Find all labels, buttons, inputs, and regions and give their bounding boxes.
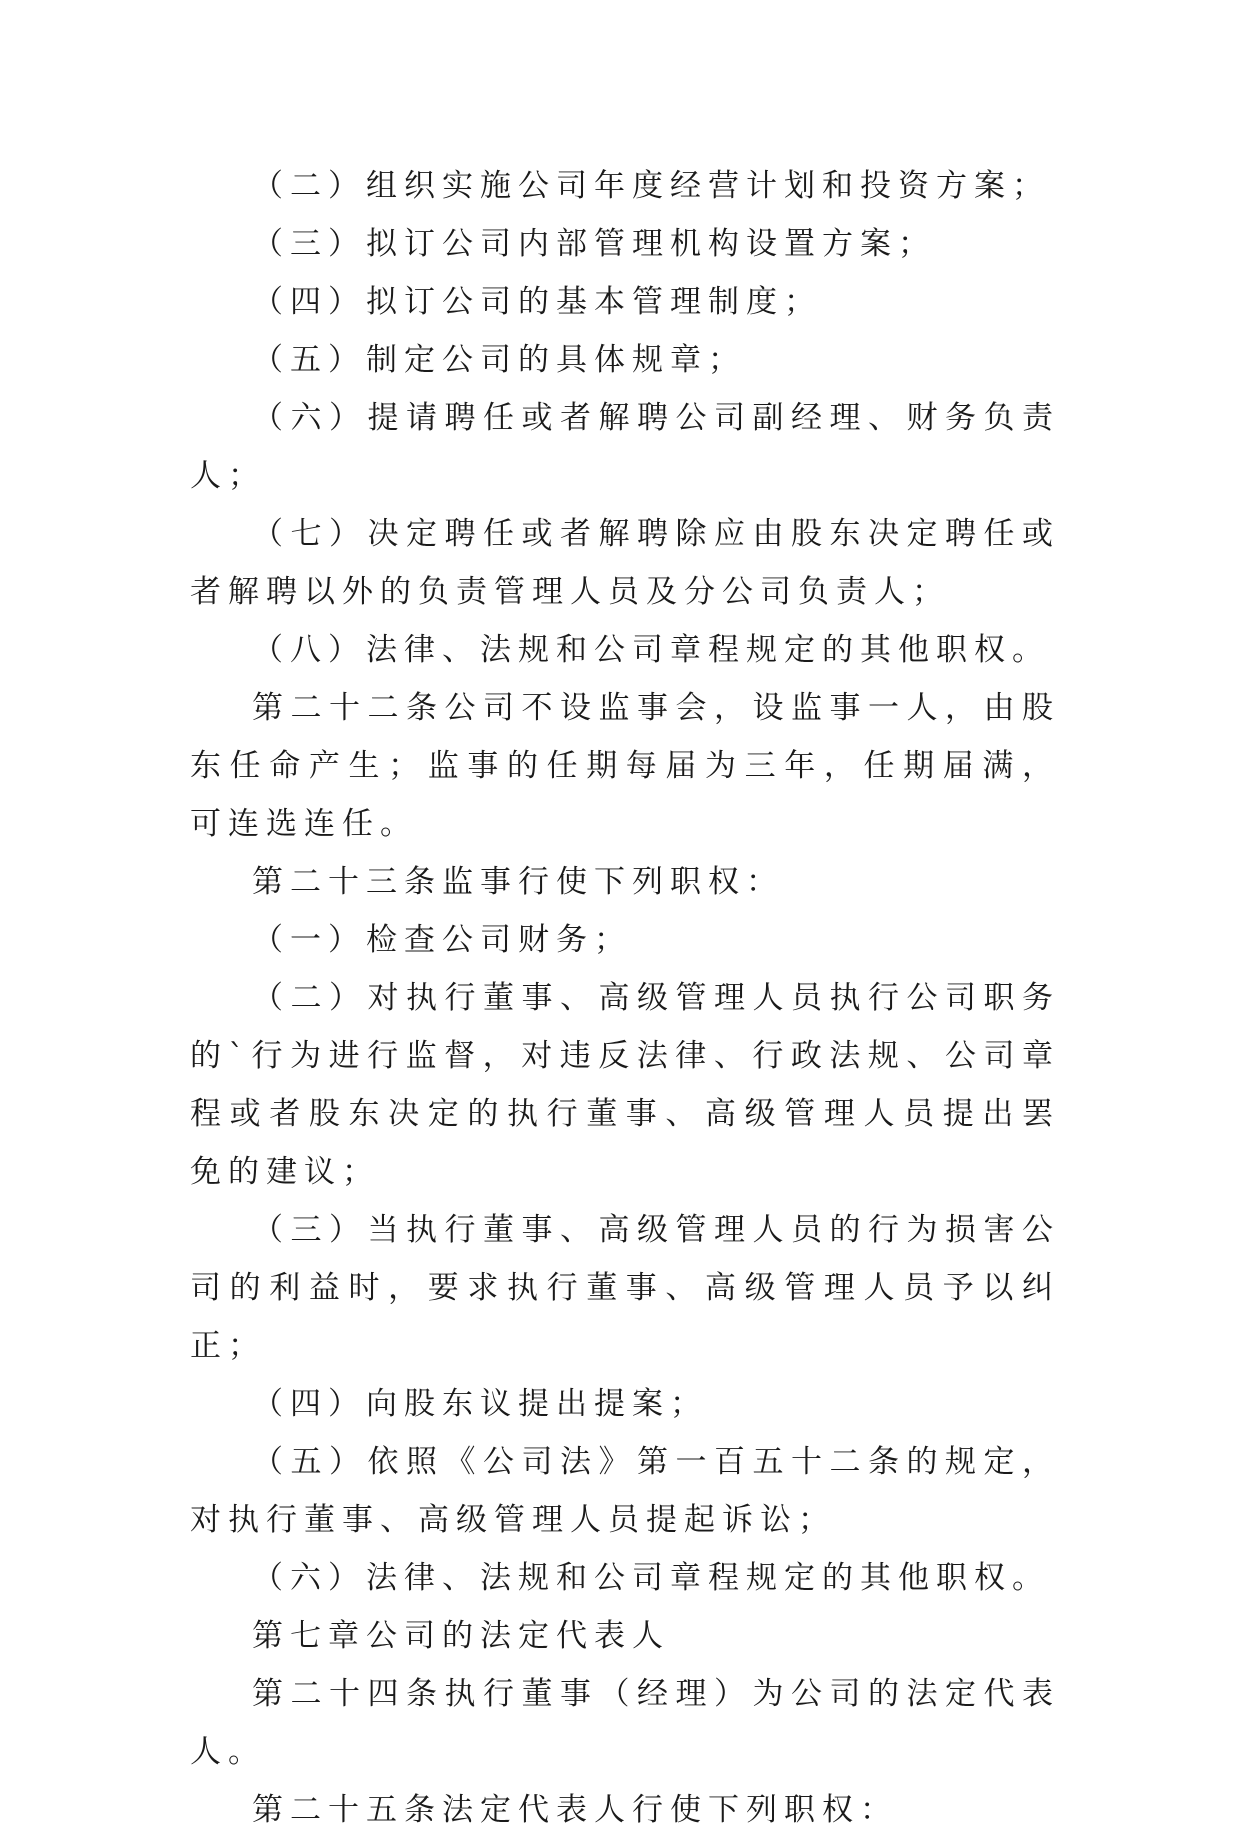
paragraph-item-5: （五）制定公司的具体规章； bbox=[252, 342, 746, 378]
paragraph-item-3: （三）拟订公司内部管理机构设置方案； bbox=[252, 226, 936, 262]
supervisor-item-3: （三）当执行董事、高级管理人员的行为损害公司的利益时，要求执行董事、高级管理人员予以纠正； bbox=[190, 1212, 1060, 1364]
paragraph-item-2: （二）组织实施公司年度经营计划和投资方案； bbox=[252, 168, 1050, 204]
article-25: 第二十五条法定代表人行使下列职权： bbox=[252, 1792, 898, 1828]
article-23: 第二十三条监事行使下列职权： bbox=[252, 864, 784, 900]
paragraph-item-7: （七）决定聘任或者解聘除应由股东决定聘任或者解聘以外的负责管理人员及分公司负责人； bbox=[190, 516, 1060, 610]
article-22: 第二十二条公司不设监事会，设监事一人，由股东任命产生；监事的任期每届为三年，任期届满，可连选连任。 bbox=[190, 690, 1060, 842]
supervisor-item-5: （五）依照《公司法》第一百五十二条的规定，对执行董事、高级管理人员提起诉讼； bbox=[190, 1444, 1060, 1538]
chapter-7-heading: 第七章公司的法定代表人 bbox=[252, 1618, 670, 1654]
document-body bbox=[190, 157, 1060, 1839]
supervisor-item-6: （六）法律、法规和公司章程规定的其他职权。 bbox=[252, 1560, 1050, 1596]
supervisor-item-4: （四）向股东议提出提案； bbox=[252, 1386, 708, 1422]
paragraph-item-6: （六）提请聘任或者解聘公司副经理、财务负责人； bbox=[190, 400, 1060, 494]
article-24: 第二十四条执行董事（经理）为公司的法定代表人。 bbox=[190, 1676, 1060, 1770]
paragraph-item-4: （四）拟订公司的基本管理制度； bbox=[252, 284, 822, 320]
supervisor-item-2: （二）对执行董事、高级管理人员执行公司职务的`行为进行监督，对违反法律、行政法规、公司章程或者股东决定的执行董事、高级管理人员提出罢免的建议； bbox=[190, 980, 1060, 1190]
supervisor-item-1: （一）检查公司财务； bbox=[252, 922, 632, 958]
paragraph-item-8: （八）法律、法规和公司章程规定的其他职权。 bbox=[252, 632, 1050, 668]
